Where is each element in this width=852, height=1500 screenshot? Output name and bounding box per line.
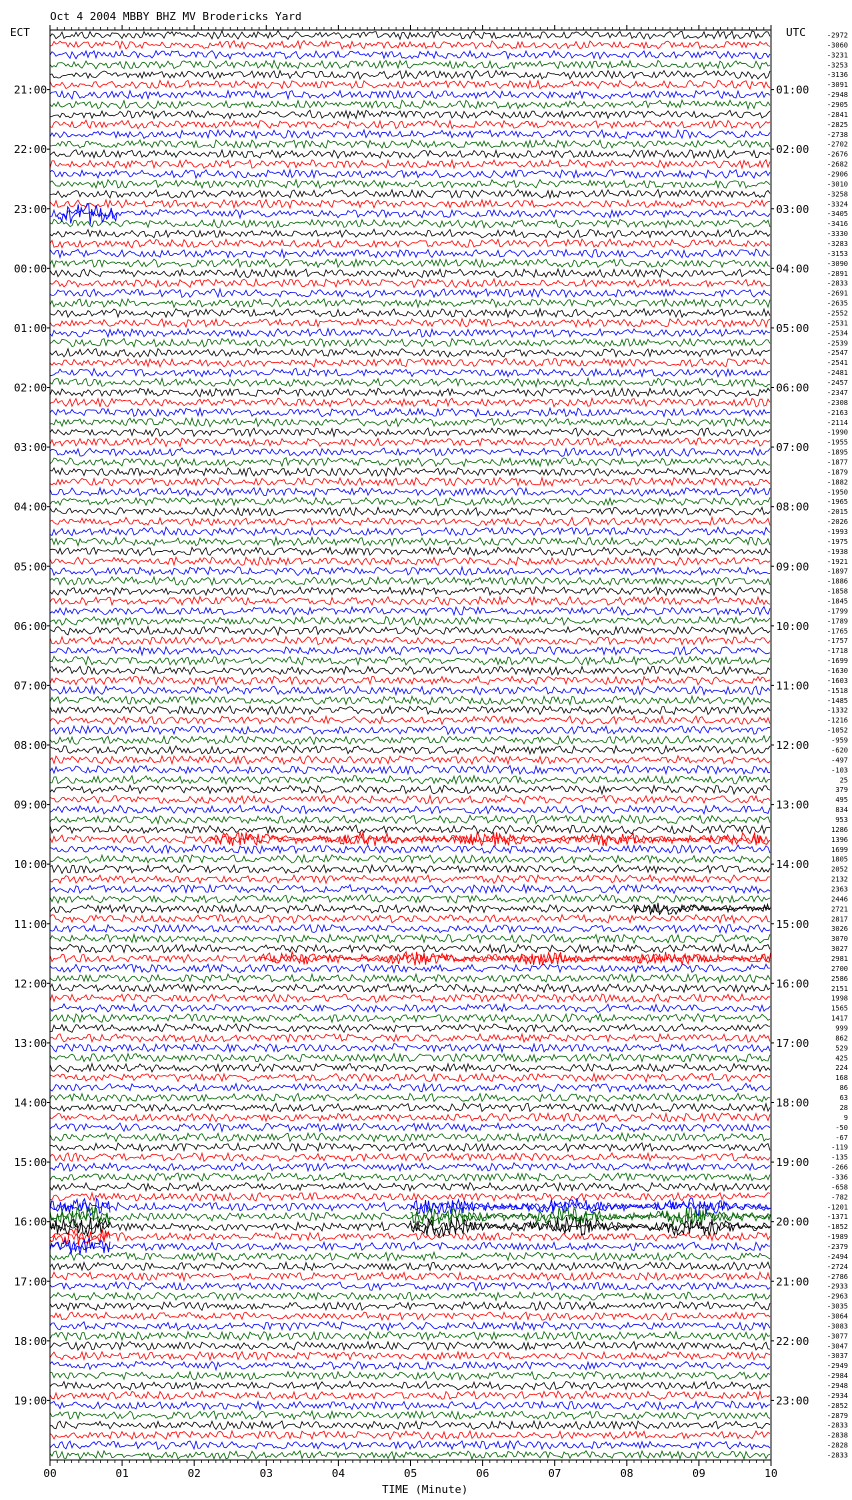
left-hour-label: 04:00 (13, 500, 47, 514)
row-offset-label: -1757 (826, 637, 848, 646)
row-offset-label: -1965 (826, 498, 848, 507)
row-offset-label: -2531 (826, 319, 848, 328)
row-offset-label: -1699 (826, 657, 848, 666)
row-offset-label: -2114 (826, 418, 848, 427)
right-hour-label: 08:00 (776, 500, 810, 514)
row-offset-label: -2635 (826, 299, 848, 308)
row-offset-label: -3035 (826, 1302, 848, 1311)
row-offset-label: -1877 (826, 458, 848, 467)
x-tick-label: 10 (764, 1467, 778, 1480)
left-hour-label: 16:00 (13, 1215, 47, 1229)
right-hour-label: 18:00 (776, 1096, 810, 1110)
row-offset-label: -3083 (826, 1322, 848, 1331)
row-offset-label: -3283 (826, 240, 848, 249)
row-offset-label: -3253 (826, 61, 848, 70)
row-offset-label: -67 (835, 1133, 848, 1142)
row-offset-label: -2163 (826, 408, 848, 417)
row-offset-label: -1858 (826, 587, 848, 596)
left-hour-label: 15:00 (13, 1156, 47, 1170)
row-offset-label: 1396 (831, 835, 848, 844)
row-offset-label: -3136 (826, 71, 848, 80)
row-offset-label: -2984 (826, 1372, 848, 1381)
right-hour-label: 04:00 (776, 262, 810, 276)
row-offset-label: -1950 (826, 488, 848, 497)
row-offset-label: 86 (839, 1084, 848, 1093)
row-offset-label: -3405 (826, 210, 848, 219)
row-offset-label: -2702 (826, 140, 848, 149)
row-offset-label: -2972 (826, 31, 848, 40)
right-hour-label: 02:00 (776, 143, 810, 157)
row-offset-label: -3091 (826, 81, 848, 90)
row-offset-label: -2933 (826, 1282, 848, 1291)
row-offset-label: -2682 (826, 160, 848, 169)
row-offset-label: -2534 (826, 329, 848, 338)
row-offset-label: -1955 (826, 438, 848, 447)
row-offset-label: 1998 (831, 994, 848, 1003)
row-offset-label: -2906 (826, 170, 848, 179)
row-offset-label: -1332 (826, 706, 848, 715)
row-offset-label: -103 (831, 766, 848, 775)
x-tick-label: 08 (620, 1467, 634, 1480)
x-tick-label: 04 (331, 1467, 346, 1480)
row-offset-label: 3027 (831, 945, 848, 954)
row-offset-label: -1518 (826, 686, 848, 695)
left-hour-label: 17:00 (13, 1275, 47, 1289)
row-offset-label: -2552 (826, 309, 848, 318)
row-offset-label: -620 (831, 746, 848, 755)
row-offset-label: 3070 (831, 935, 848, 944)
row-offset-label: 425 (835, 1054, 848, 1063)
row-offset-label: -2852 (826, 1401, 848, 1410)
row-offset-label: -1989 (826, 1233, 848, 1242)
left-hour-label: 12:00 (13, 977, 47, 991)
row-offset-label: -1990 (826, 428, 848, 437)
row-offset-label: -2838 (826, 1431, 848, 1440)
row-offset-label: -1886 (826, 577, 848, 586)
row-offset-label: -2308 (826, 398, 848, 407)
row-offset-label: -2833 (826, 1421, 848, 1430)
row-offset-label: -959 (831, 736, 848, 745)
right-hour-label: 11:00 (776, 679, 810, 693)
row-offset-label: -3324 (826, 200, 848, 209)
row-offset-label: -336 (831, 1173, 848, 1182)
row-offset-label: 2981 (831, 955, 848, 964)
row-offset-label: 1565 (831, 1004, 848, 1013)
left-timezone-label: ECT (10, 26, 30, 39)
left-hour-label: 22:00 (13, 143, 47, 157)
row-offset-label: -1799 (826, 607, 848, 616)
right-hour-label: 16:00 (776, 977, 810, 991)
row-offset-label: -2481 (826, 369, 848, 378)
right-hour-label: 22:00 (776, 1334, 810, 1348)
x-tick-label: 03 (259, 1467, 273, 1480)
row-offset-label: -1921 (826, 557, 848, 566)
row-offset-label: 1286 (831, 825, 848, 834)
row-offset-label: -2963 (826, 1292, 848, 1301)
row-offset-label: -2541 (826, 359, 848, 368)
right-hour-label: 15:00 (776, 917, 810, 931)
left-hour-label: 21:00 (13, 83, 47, 97)
row-offset-label: -2724 (826, 1262, 848, 1271)
right-hour-label: 06:00 (776, 381, 810, 395)
left-hour-label: 02:00 (13, 381, 47, 395)
x-tick-label: 06 (475, 1467, 490, 1480)
row-offset-label: 2132 (831, 875, 848, 884)
row-offset-label: -2547 (826, 349, 848, 358)
row-offset-label: -2494 (826, 1252, 848, 1261)
row-offset-label: -3077 (826, 1332, 848, 1341)
row-offset-label: -3416 (826, 220, 848, 229)
right-hour-label: 20:00 (776, 1215, 810, 1229)
right-hour-label: 05:00 (776, 321, 810, 335)
row-offset-label: 862 (835, 1034, 848, 1043)
row-offset-label: -1789 (826, 617, 848, 626)
row-offset-label: -135 (831, 1153, 848, 1162)
x-tick-label: 07 (548, 1467, 562, 1480)
row-offset-label: -2948 (826, 91, 848, 100)
row-offset-label: -2379 (826, 1242, 848, 1251)
row-offset-label: -1975 (826, 537, 848, 546)
row-offset-label: -2825 (826, 120, 848, 129)
row-offset-label: -1938 (826, 547, 848, 556)
row-offset-label: -1630 (826, 667, 848, 676)
row-offset-label: -2833 (826, 1451, 848, 1460)
x-tick-label: 05 (403, 1467, 418, 1480)
row-offset-label: -658 (831, 1183, 848, 1192)
row-offset-label: 2721 (831, 905, 848, 914)
row-offset-label: -1879 (826, 468, 848, 477)
row-offset-label: -3010 (826, 180, 848, 189)
row-offset-label: -1216 (826, 716, 848, 725)
row-offset-label: -3231 (826, 51, 848, 60)
row-offset-label: -1897 (826, 567, 848, 576)
left-hour-label: 05:00 (13, 560, 47, 574)
row-offset-label: 2586 (831, 974, 848, 983)
row-offset-label: -2948 (826, 1382, 848, 1391)
row-offset-label: -2905 (826, 100, 848, 109)
row-offset-label: 224 (835, 1064, 848, 1073)
row-offset-label: 1805 (831, 855, 848, 864)
left-hour-label: 08:00 (13, 739, 47, 752)
row-offset-label: -1603 (826, 676, 848, 685)
row-offset-label: -3037 (826, 1352, 848, 1361)
row-offset-label: -1718 (826, 647, 848, 656)
x-axis-title: TIME (Minute) (381, 1483, 469, 1496)
left-hour-label: 00:00 (13, 262, 47, 276)
row-offset-label: 63 (839, 1094, 848, 1103)
left-hour-label: 14:00 (13, 1096, 47, 1110)
row-offset-label: 2052 (831, 865, 848, 874)
row-offset-label: -1882 (826, 478, 848, 487)
row-offset-label: -50 (835, 1123, 848, 1132)
row-offset-label: -2457 (826, 379, 848, 388)
row-offset-label: -2539 (826, 339, 848, 348)
row-offset-label: 2151 (831, 984, 848, 993)
x-tick-label: 00 (43, 1467, 57, 1480)
left-hour-label: 10:00 (13, 858, 47, 872)
left-hour-label: 23:00 (13, 202, 47, 216)
row-offset-label: -3153 (826, 249, 848, 258)
row-offset-label: -1845 (826, 597, 848, 606)
row-offset-label: -1201 (826, 1203, 848, 1212)
row-offset-label: -497 (831, 756, 848, 765)
row-offset-label: 379 (835, 786, 848, 795)
row-offset-label: -2841 (826, 110, 848, 119)
row-offset-label: -2833 (826, 279, 848, 288)
row-offset-label: -1765 (826, 627, 848, 636)
row-offset-label: -2676 (826, 150, 848, 159)
row-offset-label: -2934 (826, 1391, 848, 1400)
right-hour-label: 03:00 (776, 202, 810, 216)
right-hour-label: 07:00 (776, 441, 810, 455)
row-offset-label: 953 (835, 815, 848, 824)
x-tick-label: 01 (115, 1467, 129, 1480)
x-tick-label: 02 (187, 1467, 201, 1480)
right-hour-label: 23:00 (776, 1394, 810, 1408)
left-hour-label: 09:00 (13, 798, 47, 812)
right-hour-label: 13:00 (776, 798, 810, 812)
row-offset-label: 9 (843, 1113, 848, 1122)
row-offset-label: -1852 (826, 1223, 848, 1232)
right-hour-label: 19:00 (776, 1156, 810, 1170)
row-offset-label: -2879 (826, 1411, 848, 1420)
row-offset-label: -3258 (826, 190, 848, 199)
row-offset-label: -2738 (826, 130, 848, 139)
row-offset-label: -2691 (826, 289, 848, 298)
row-offset-label: 28 (839, 1103, 848, 1112)
left-hour-label: 07:00 (13, 679, 47, 693)
row-offset-label: 1699 (831, 845, 848, 854)
row-offset-label: -1371 (826, 1213, 848, 1222)
right-hour-label: 10:00 (776, 619, 810, 633)
right-hour-label: 17:00 (776, 1036, 810, 1050)
row-offset-label: 168 (835, 1074, 848, 1083)
row-offset-label: 999 (835, 1024, 848, 1033)
left-hour-label: 11:00 (13, 917, 47, 931)
row-offset-label: -782 (831, 1193, 848, 1202)
right-hour-label: 21:00 (776, 1275, 810, 1289)
row-offset-label: -1993 (826, 527, 848, 536)
row-offset-label: -3330 (826, 230, 848, 239)
row-offset-label: -2786 (826, 1272, 848, 1281)
row-offset-label: 495 (835, 796, 848, 805)
row-offset-label: 529 (835, 1044, 848, 1053)
row-offset-label: -2026 (826, 518, 848, 527)
row-offset-label: 3026 (831, 925, 848, 934)
row-offset-label: 2817 (831, 915, 848, 924)
row-offset-label: 1417 (831, 1014, 848, 1023)
row-offset-label: -2015 (826, 508, 848, 517)
left-hour-label: 13:00 (13, 1036, 47, 1050)
left-hour-label: 19:00 (13, 1394, 47, 1408)
row-offset-label: 834 (835, 806, 848, 815)
right-hour-label: 12:00 (776, 739, 810, 752)
right-timezone-label: UTC (786, 26, 806, 39)
row-offset-label: -3047 (826, 1342, 848, 1351)
row-offset-label: 25 (839, 776, 848, 785)
row-offset-label: 2700 (831, 964, 848, 973)
row-offset-label: -2949 (826, 1362, 848, 1371)
row-offset-label: -1052 (826, 726, 848, 735)
left-hour-label: 01:00 (13, 321, 47, 335)
row-offset-label: -2828 (826, 1441, 848, 1450)
left-hour-label: 06:00 (13, 619, 47, 633)
right-hour-label: 01:00 (776, 83, 810, 97)
row-offset-label: 2363 (831, 885, 848, 894)
row-offset-label: -2347 (826, 388, 848, 397)
x-tick-label: 09 (692, 1467, 706, 1480)
row-offset-label: -3060 (826, 41, 848, 50)
row-offset-label: -3090 (826, 259, 848, 268)
left-hour-label: 18:00 (13, 1334, 47, 1348)
row-offset-label: -119 (831, 1143, 848, 1152)
row-offset-label: -1895 (826, 448, 848, 457)
right-hour-label: 14:00 (776, 858, 810, 872)
row-offset-label: -3064 (826, 1312, 848, 1321)
left-hour-label: 03:00 (13, 441, 47, 455)
row-offset-label: 2446 (831, 895, 848, 904)
right-hour-label: 09:00 (776, 560, 810, 574)
row-offset-label: -266 (831, 1163, 848, 1172)
chart-title: Oct 4 2004 MBBY BHZ MV Brodericks Yard (50, 10, 302, 23)
row-offset-label: -2891 (826, 269, 848, 278)
row-offset-label: -1485 (826, 696, 848, 705)
